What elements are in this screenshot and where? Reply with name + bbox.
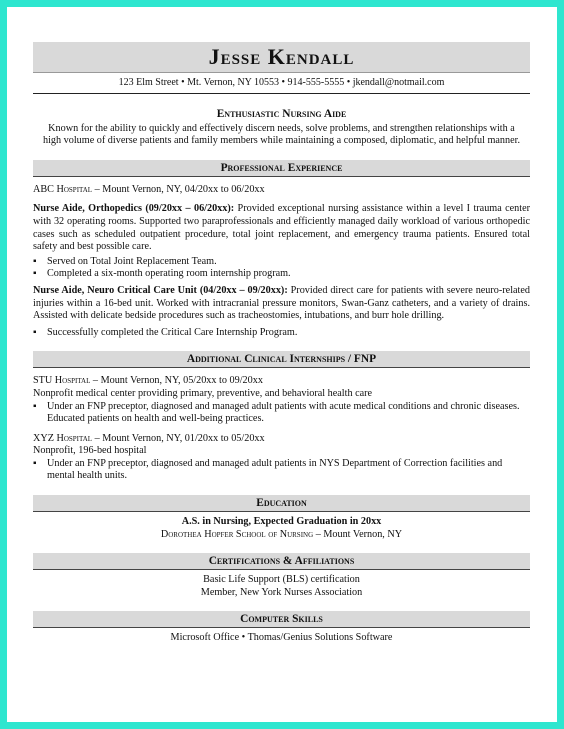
employer-line (33, 184, 530, 197)
list-item: ▪ Completed a six-month operating room internship program. (33, 268, 530, 281)
internship-bullets (33, 401, 530, 426)
internship-bullets (33, 458, 530, 483)
section-heading-internships: Additional Clinical Internships / FNP (33, 351, 530, 368)
job-entry (33, 285, 530, 339)
job-role: Nurse Aide, Neuro Critical Care Unit (04/20xx – 09/20xx): (33, 284, 288, 296)
education-block (33, 516, 530, 541)
resume-document (33, 42, 530, 645)
candidate-name: Jesse Kendall (208, 44, 355, 69)
section-heading-experience: Professional Experience (33, 160, 530, 177)
certification-item: Basic Life Support (BLS) certification (203, 574, 360, 586)
section-heading-certifications: Certifications & Affiliations (33, 553, 530, 570)
school-name: Dorothea Hopfer School of Nursing (160, 528, 314, 540)
job-role: Nurse Aide, Orthopedics (09/20xx – 06/20xx): (33, 203, 235, 215)
employer-name: ABC Hospital (33, 183, 93, 195)
list-item: ▪ Under an FNP preceptor, diagnosed and managed adult patients in NYS Department of Correction facilities and mental health units. (33, 458, 530, 483)
contact-line: 123 Elm Street • Mt. Vernon, NY 10553 • 914-555-5555 • jkendall@notmail.com (118, 77, 445, 88)
summary-text: Known for the ability to quickly and effectively discern needs, solve problems, and strengthen relationships with a high volume of diverse patients and family members while maintaining a composed, diplomatic, and helpful manner. (43, 122, 520, 147)
internship-entry (33, 375, 530, 425)
job-entry (33, 203, 530, 281)
name-banner (33, 42, 530, 73)
employer-details: – Mount Vernon, NY, 04/20xx to 06/20xx (92, 183, 265, 195)
section-heading-skills: Computer Skills (33, 611, 530, 628)
internship-entry (33, 433, 530, 483)
certification-item: Member, New York Nurses Association (200, 586, 363, 598)
internship-details: – Mount Vernon, NY, 01/20xx to 05/20xx (92, 432, 265, 444)
internship-org: STU Hospital (33, 375, 91, 387)
internship-details: – Mount Vernon, NY, 05/20xx to 09/20xx (90, 375, 263, 387)
objective-title: Enthusiastic Nursing Aide (216, 108, 347, 120)
job-bullets (33, 256, 530, 281)
job-bullets (33, 327, 530, 340)
list-item: ▪ Successfully completed the Critical Care Internship Program. (33, 327, 530, 340)
divider (33, 93, 530, 94)
job-description: Provided exceptional nursing assistance within a level I trauma center with 32 operating rooms. Supported two paraprofessionals and efficiently managed daily workload of various orthopedic cases such as scheduled outpatient procedure, total joint replacement, and emergency trauma patients. Ensured total safety and best possible care. (33, 203, 531, 253)
skills-line: Microsoft Office • Thomas/Genius Solutions Software (170, 632, 393, 644)
internship-description: Nonprofit, 196-bed hospital (33, 445, 147, 457)
list-item: ▪ Under an FNP preceptor, diagnosed and managed adult patients with acute medical conditions and chronic diseases. Educated patients on health and well-being practices. (33, 401, 530, 426)
list-item: ▪ Served on Total Joint Replacement Team. (33, 256, 530, 269)
job-description: Provided direct care for patients with severe neuro-related injuries within a 16-bed unit. Worked with intracranial pressure monitors, Swan-Ganz catheters, and a variety of drains. Assisted with delicate bedside procedures such as tracheostomies, intubations, and burr hole drilling. (33, 284, 530, 322)
certifications-block (33, 574, 530, 599)
internship-org: XYZ Hospital (33, 432, 93, 444)
section-heading-education: Education (33, 495, 530, 512)
degree: A.S. in Nursing, Expected Graduation in 20xx (181, 516, 382, 528)
school-location: – Mount Vernon, NY (313, 528, 403, 540)
internship-description: Nonprofit medical center providing primary, preventive, and behavioral health care (33, 387, 373, 399)
